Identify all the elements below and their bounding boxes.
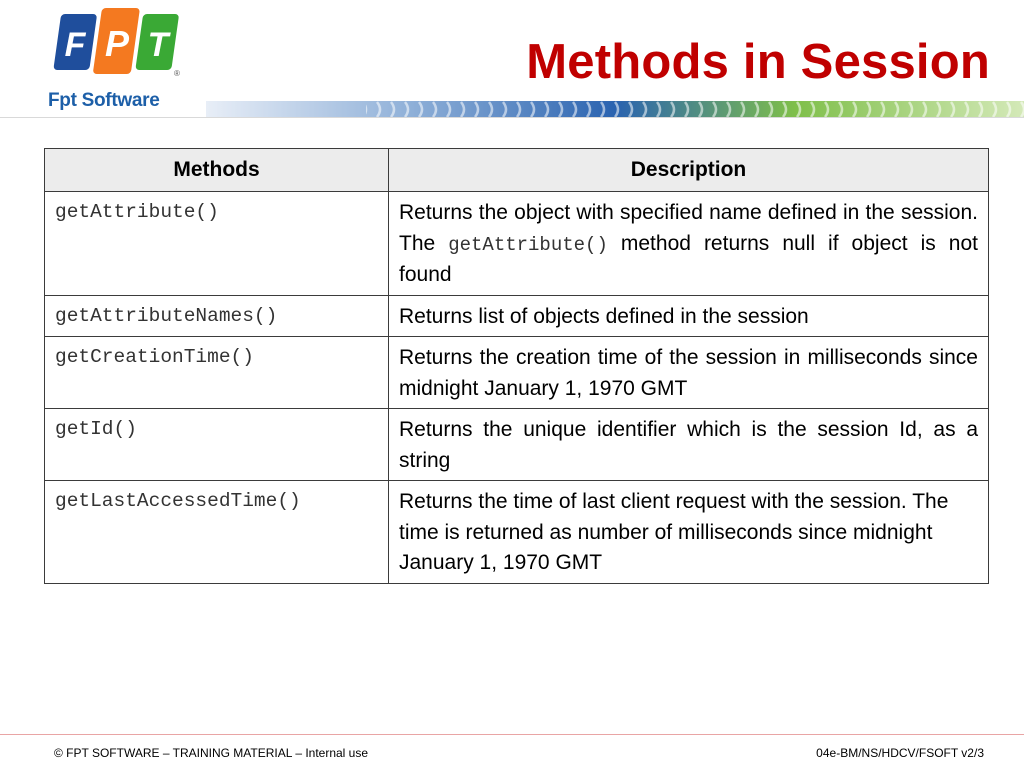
table-header-row <box>45 149 989 192</box>
method-description: Returns the unique identifier which is the session Id, as a string <box>389 409 989 481</box>
method-description <box>389 192 989 296</box>
footer-doc-code: 04e-BM/NS/HDCV/FSOFT v2/3 <box>816 746 984 760</box>
method-name: getLastAccessedTime() <box>45 481 389 584</box>
table-row <box>45 481 989 584</box>
description-text: Returns the object with specified name defined in the session. The <box>399 201 978 255</box>
method-name: getCreationTime() <box>45 337 389 409</box>
fpt-logo-tiles <box>52 8 182 78</box>
logo-letter-t: T <box>147 26 169 64</box>
header-description: Description <box>389 149 989 192</box>
logo-caption: Fpt Software <box>48 90 160 111</box>
registered-mark: ® <box>174 69 180 78</box>
table-row <box>45 295 989 337</box>
method-name: getId() <box>45 409 389 481</box>
slide-title: Methods in Session <box>526 35 990 89</box>
method-description: Returns the time of last client request with the session. The time is returned as number of milliseconds since midnight January 1, 1970 GMT <box>389 481 989 584</box>
fpt-logo <box>48 8 188 116</box>
header-rule <box>0 117 1024 118</box>
methods-table <box>44 148 989 584</box>
header-decorative-band <box>206 101 1024 118</box>
table-row <box>45 192 989 296</box>
table-row <box>45 409 989 481</box>
method-name: getAttribute() <box>45 192 389 296</box>
method-description: Returns the creation time of the session in milliseconds since midnight January 1, 1970 GMT <box>389 337 989 409</box>
inline-code: getAttribute() <box>448 233 608 256</box>
logo-letter-f: F <box>64 26 86 64</box>
footer-rule <box>0 734 1024 735</box>
header-methods: Methods <box>45 149 389 192</box>
method-description: Returns list of objects defined in the session <box>389 295 989 337</box>
footer-copyright: © FPT SOFTWARE – TRAINING MATERIAL – Internal use <box>54 746 369 760</box>
description-text: method returns null if object is not found <box>399 231 978 286</box>
logo-letter-p: P <box>104 23 130 64</box>
method-name: getAttributeNames() <box>45 295 389 337</box>
table-row <box>45 337 989 409</box>
